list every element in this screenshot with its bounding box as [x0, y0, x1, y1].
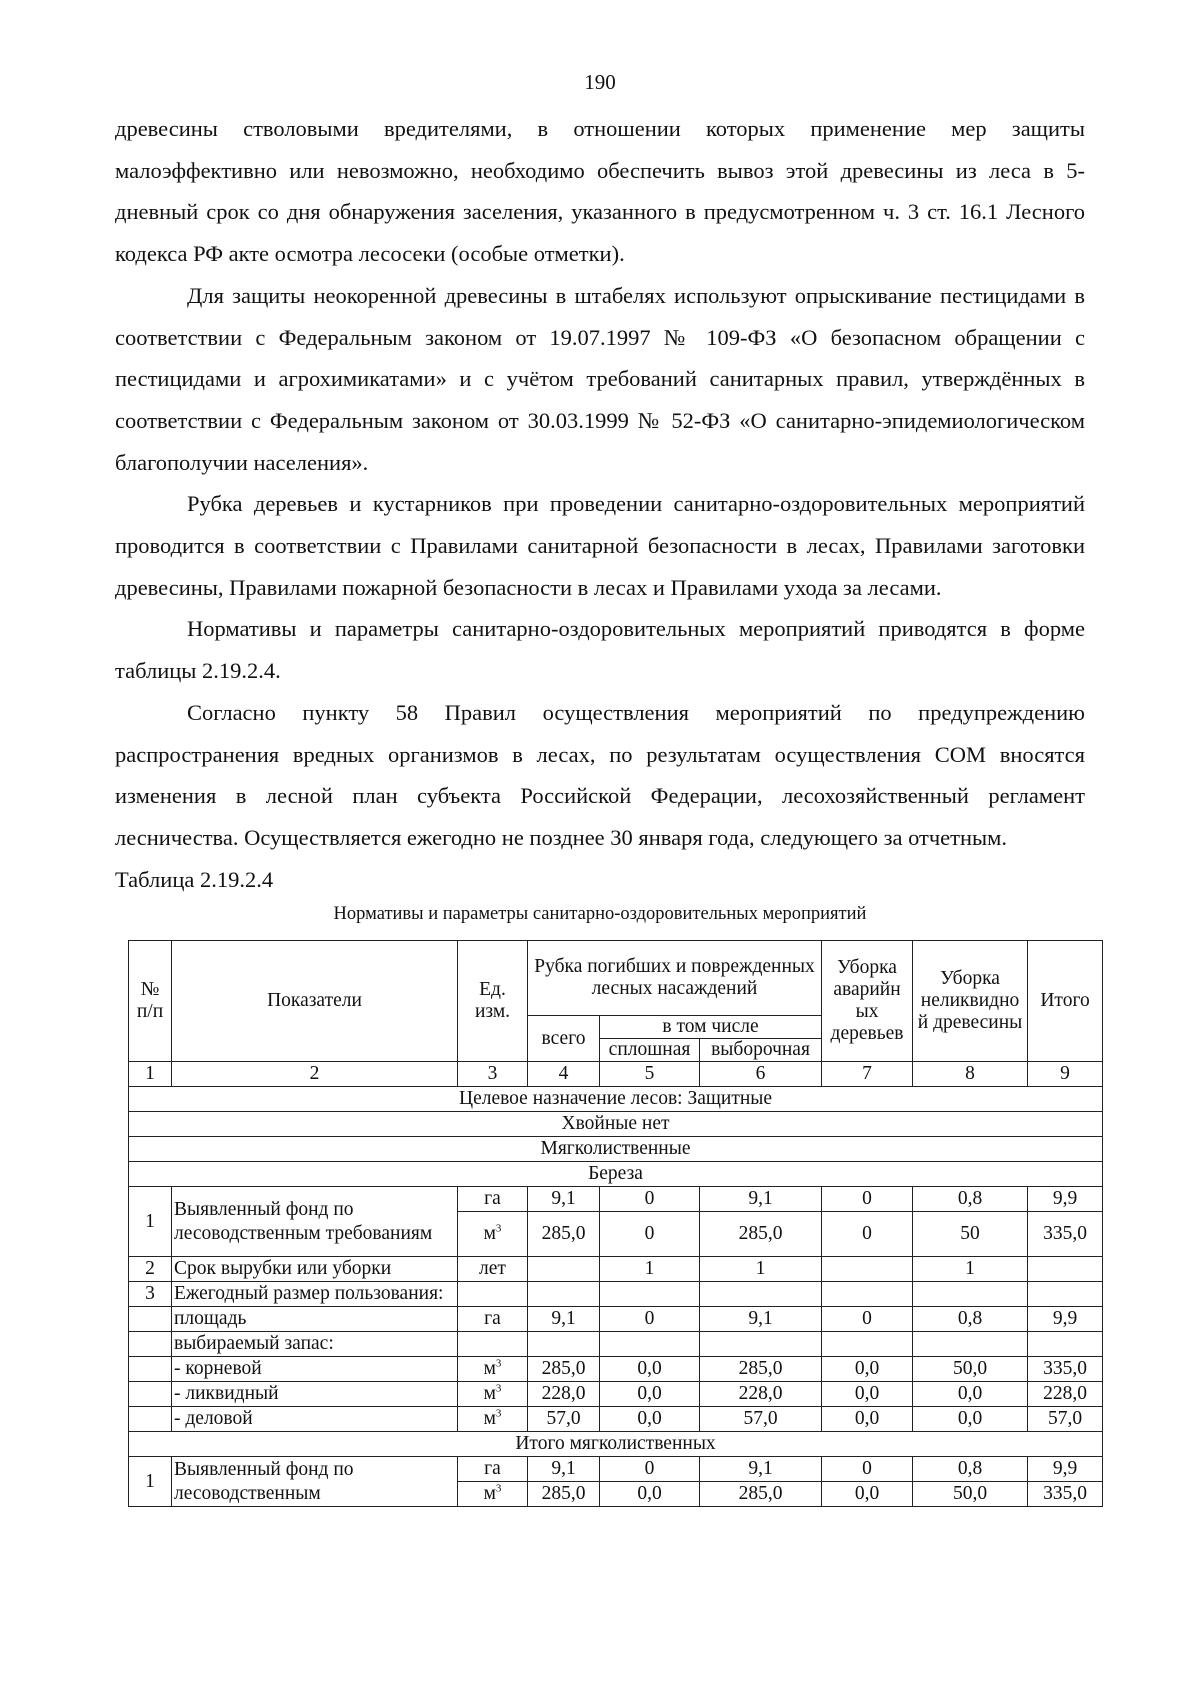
value-cell: 335,0: [1028, 1212, 1103, 1257]
value-cell: 335,0: [1028, 1357, 1103, 1382]
unit-cell: га: [458, 1187, 528, 1212]
header-total-sub: всего: [528, 1016, 600, 1062]
value-cell: 0,0: [913, 1382, 1028, 1407]
value-cell: 0,8: [913, 1457, 1028, 1482]
section-conifers: Хвойные нет: [129, 1112, 1103, 1137]
header-unit: Ед. изм.: [458, 941, 528, 1062]
value-cell: 285,0: [700, 1212, 822, 1257]
row-label: Выявленный фонд по лесоводственным требованиям: [172, 1187, 458, 1257]
unit-cell: лет: [458, 1257, 528, 1282]
unit-text: м: [483, 1483, 496, 1504]
row-label: выбираемый запас:: [172, 1332, 458, 1357]
table-row: [129, 1357, 1103, 1382]
value-cell: 9,1: [528, 1187, 600, 1212]
unit-cell: [458, 1482, 528, 1507]
empty-cell: [600, 1282, 700, 1307]
empty-cell: [1028, 1282, 1103, 1307]
empty-cell: [528, 1282, 600, 1307]
value-cell: 57,0: [1028, 1407, 1103, 1432]
value-cell: 0: [600, 1307, 700, 1332]
value-cell: 285,0: [528, 1212, 600, 1257]
row-label: Выявленный фонд по лесоводственным: [172, 1457, 458, 1507]
section-total-softwood: Итого мягколиственных: [129, 1432, 1103, 1457]
table-row: [129, 1382, 1103, 1407]
row-num: 1: [129, 1187, 172, 1257]
unit-cell: га: [458, 1307, 528, 1332]
empty-cell: [129, 1332, 172, 1357]
row-label: - корневой: [172, 1357, 458, 1382]
value-cell: 0,8: [913, 1187, 1028, 1212]
value-cell: 0: [822, 1212, 913, 1257]
empty-cell: [129, 1307, 172, 1332]
value-cell: 0,0: [600, 1482, 700, 1507]
unit-text: м: [483, 1223, 496, 1244]
row-label: Срок вырубки или уборки: [172, 1257, 458, 1282]
value-cell: 9,1: [700, 1307, 822, 1332]
table-title: Нормативы и параметры санитарно-оздоровительных мероприятий: [333, 904, 867, 924]
paragraph-4: Нормативы и параметры санитарно-оздоровительных мероприятий приводятся в форме таблицы 2.19.2.4.: [115, 616, 1085, 684]
value-cell: 0,0: [822, 1357, 913, 1382]
value-cell: 0,8: [913, 1307, 1028, 1332]
paragraph-2: Для защиты неокоренной древесины в штабелях используют опрыскивание пестицидами в соответствии с Федеральным законом от 19.07.1997 № 109-ФЗ «О безопасном обращении с пестицидами и агрохимикатами» и с учётом требований санитарных правил, утверждённых в соответствии с Федеральным законом от 30.03.1999 № 52-ФЗ «О санитарно-эпидемиологическом благополучии населения».: [115, 282, 1085, 475]
value-cell: 228,0: [700, 1382, 822, 1407]
section-softwood: Мягколиственные: [129, 1137, 1103, 1162]
unit-text: м: [483, 1408, 496, 1429]
value-cell: 335,0: [1028, 1482, 1103, 1507]
unit-sup: 3: [495, 1482, 502, 1495]
unit-cell: [458, 1407, 528, 1432]
col-number: 1: [129, 1062, 172, 1087]
value-cell: 1: [600, 1257, 700, 1282]
value-cell: 0,0: [822, 1482, 913, 1507]
value-cell: [528, 1257, 600, 1282]
unit-text: м: [483, 1383, 496, 1404]
paragraph-5: Согласно пункту 58 Правил осуществления мероприятий по предупреждению распространения вредных организмов в лесах, по результатам осуществления СОМ вносятся изменения в лесной план субъекта Российской Федерации, лесохозяйственный регламент лесничества. Осуществляется ежегодно не позднее 30 января года, следующего за отчетным.: [115, 699, 1085, 850]
empty-cell: [129, 1357, 172, 1382]
empty-cell: [458, 1332, 528, 1357]
header-illiquid: Уборка неликвидно й древесины: [913, 941, 1028, 1062]
empty-cell: [913, 1332, 1028, 1357]
value-cell: 285,0: [700, 1482, 822, 1507]
value-cell: 57,0: [700, 1407, 822, 1432]
table-row: [129, 1457, 1103, 1482]
col-number: 2: [172, 1062, 458, 1087]
unit-cell: [458, 1357, 528, 1382]
header-num: № п/п: [129, 941, 172, 1062]
empty-cell: [1028, 1332, 1103, 1357]
unit-sup: 3: [495, 1222, 502, 1235]
value-cell: 0,0: [913, 1407, 1028, 1432]
empty-cell: [528, 1332, 600, 1357]
col-number: 7: [822, 1062, 913, 1087]
header-indicators: Показатели: [172, 941, 458, 1062]
table-row: [129, 1407, 1103, 1432]
value-cell: 50: [913, 1212, 1028, 1257]
value-cell: 50,0: [913, 1357, 1028, 1382]
value-cell: 0,0: [600, 1382, 700, 1407]
value-cell: 9,1: [700, 1187, 822, 1212]
col-number: 5: [600, 1062, 700, 1087]
col-number: 9: [1028, 1062, 1103, 1087]
value-cell: 1: [700, 1257, 822, 1282]
value-cell: 9,9: [1028, 1187, 1103, 1212]
value-cell: 0: [822, 1187, 913, 1212]
page-number: 190: [584, 70, 616, 94]
value-cell: 0,0: [600, 1357, 700, 1382]
unit-sup: 3: [495, 1407, 502, 1420]
unit-cell: [458, 1382, 528, 1407]
value-cell: 0: [600, 1457, 700, 1482]
value-cell: 50,0: [913, 1482, 1028, 1507]
table-label: Таблица 2.19.2.4: [115, 866, 274, 892]
value-cell: [1028, 1257, 1103, 1282]
header-selective: выборочная: [700, 1039, 822, 1062]
value-cell: 0,0: [822, 1407, 913, 1432]
unit-sup: 3: [495, 1357, 502, 1370]
value-cell: 228,0: [528, 1382, 600, 1407]
value-cell: 285,0: [700, 1357, 822, 1382]
value-cell: 0,0: [822, 1382, 913, 1407]
row-num: 3: [129, 1282, 172, 1307]
body-text: [115, 108, 1085, 900]
row-label: - деловой: [172, 1407, 458, 1432]
header-emergency: Уборка аварийн ых деревьев: [822, 941, 913, 1062]
header-solid: сплошная: [600, 1039, 700, 1062]
value-cell: 228,0: [1028, 1382, 1103, 1407]
table-row: [129, 1307, 1103, 1332]
col-number: 6: [700, 1062, 822, 1087]
header-including: в том числе: [600, 1016, 822, 1039]
row-num: 2: [129, 1257, 172, 1282]
paragraph-1: древесины стволовыми вредителями, в отношении которых применение мер защиты малоэффективно или невозможно, необходимо обеспечить вывоз этой древесины из леса в 5-дневный срок со дня обнаружения заселения, указанного в предусмотренном ч. 3 ст. 16.1 Лесного кодекса РФ акте осмотра лесосеки (особые отметки).: [115, 116, 1085, 267]
empty-cell: [700, 1332, 822, 1357]
col-number: 3: [458, 1062, 528, 1087]
row-label: - ликвидный: [172, 1382, 458, 1407]
value-cell: 285,0: [528, 1357, 600, 1382]
value-cell: 9,1: [700, 1457, 822, 1482]
paragraph-3: Рубка деревьев и кустарников при проведении санитарно-оздоровительных мероприятий проводится в соответствии с Правилами санитарной безопасности в лесах, Правилами заготовки древесины, Правилами пожарной безопасности в лесах и Правилами ухода за лесами.: [115, 491, 1085, 600]
unit-cell: га: [458, 1457, 528, 1482]
col-number: 4: [528, 1062, 600, 1087]
value-cell: 0,0: [600, 1407, 700, 1432]
value-cell: 9,1: [528, 1307, 600, 1332]
value-cell: 9,9: [1028, 1307, 1103, 1332]
col-number: 8: [913, 1062, 1028, 1087]
empty-cell: [700, 1282, 822, 1307]
table-row: [129, 1332, 1103, 1357]
value-cell: 1: [913, 1257, 1028, 1282]
row-label: площадь: [172, 1307, 458, 1332]
unit-sup: 3: [495, 1382, 502, 1395]
norms-table: [128, 940, 1103, 1507]
section-purpose: Целевое назначение лесов: Защитные: [129, 1087, 1103, 1112]
table-row: [129, 1257, 1103, 1282]
header-sum: Итого: [1028, 941, 1103, 1062]
value-cell: 9,9: [1028, 1457, 1103, 1482]
table-row: [129, 1187, 1103, 1212]
empty-cell: [600, 1332, 700, 1357]
empty-cell: [458, 1282, 528, 1307]
unit-cell: [458, 1212, 528, 1257]
empty-cell: [913, 1282, 1028, 1307]
row-label: Ежегодный размер пользования:: [172, 1282, 458, 1307]
empty-cell: [129, 1382, 172, 1407]
value-cell: [822, 1257, 913, 1282]
value-cell: 0: [600, 1212, 700, 1257]
value-cell: 57,0: [528, 1407, 600, 1432]
row-num: 1: [129, 1457, 172, 1507]
empty-cell: [822, 1282, 913, 1307]
value-cell: 0: [822, 1307, 913, 1332]
value-cell: 9,1: [528, 1457, 600, 1482]
value-cell: 0: [600, 1187, 700, 1212]
value-cell: 0: [822, 1457, 913, 1482]
header-felling: Рубка погибших и поврежденных лесных насаждений: [528, 941, 822, 1016]
table-row: [129, 1282, 1103, 1307]
value-cell: 285,0: [528, 1482, 600, 1507]
column-numbers-row: [129, 1062, 1103, 1087]
empty-cell: [822, 1332, 913, 1357]
section-birch: Береза: [129, 1162, 1103, 1187]
unit-text: м: [483, 1358, 496, 1379]
empty-cell: [129, 1407, 172, 1432]
